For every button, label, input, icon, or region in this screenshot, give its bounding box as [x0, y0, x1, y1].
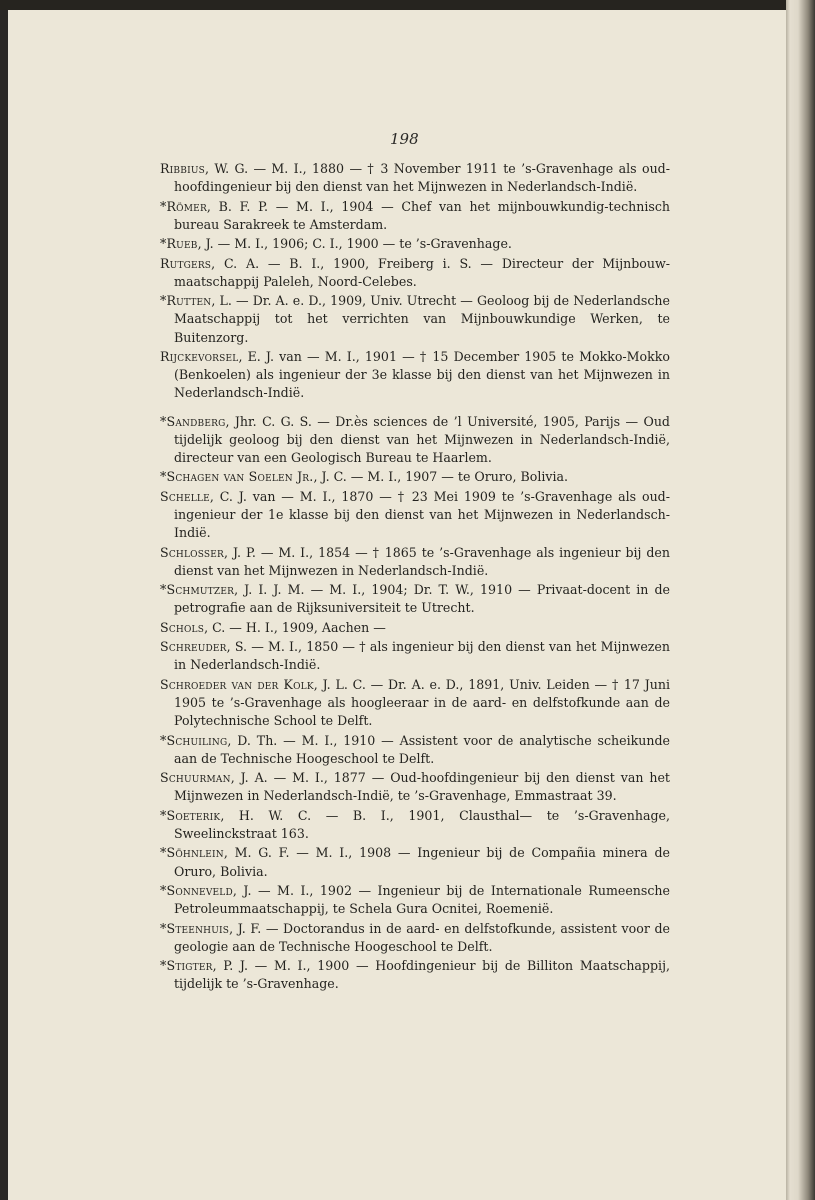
- entry-name: *Sonneveld: [160, 882, 233, 898]
- entry-rueb: [160, 235, 670, 253]
- entry-list: [160, 160, 670, 995]
- entry-text: , C. — H. I., 1909, Aachen —: [204, 619, 386, 635]
- entry-text: , J. F. — Doctorandus in de aard- en delfstofkunde, assistent voor de geologie aan de Technische Hoogeschool te Delft.: [174, 920, 670, 954]
- entry-sandberg: [160, 413, 670, 468]
- entry-ribbius: [160, 160, 670, 196]
- entry-name: Schlosser: [160, 544, 225, 560]
- entry-schreuder: [160, 638, 670, 674]
- entry-text: , M. G. F. — M. I., 1908 — Ingenieur bij de Compañia minera de Oruro, Bolivia.: [174, 845, 670, 879]
- entry-rijckevorsel: [160, 348, 670, 403]
- entry-text: , D. Th. — M. I., 1910 — Assistent voor de analytische scheikunde aan de Technische Hoogeschool te Delft.: [174, 732, 670, 766]
- entry-schlosser: [160, 544, 670, 580]
- entry-name: *Rutten: [160, 293, 212, 309]
- entry-text: , L. — Dr. A. e. D., 1909, Univ. Utrecht — Geoloog bij de Nederlandsche Maatschappij tot het verrichten van Mijnbouwkundige Werken, te Buitenzorg.: [174, 293, 670, 345]
- entry-soeterik: [160, 807, 670, 843]
- page-edge-strip: [786, 0, 815, 1200]
- entry-text: , J. C. — M. I., 1907 — te Oruro, Bolivia.: [313, 469, 569, 485]
- entry-text: , S. — M. I., 1850 — † als ingenieur bij den dienst van het Mijnwezen in Nederlandsch-Indië.: [174, 639, 670, 673]
- entry-romer: [160, 198, 670, 234]
- entry-sonneveld: [160, 882, 670, 918]
- entry-name: *Söhnlein: [160, 845, 224, 861]
- entry-text: , E. J. van — M. I., 1901 — † 15 December 1905 te Mokko-Mokko (Benkoelen) als ingenieur der 3e klasse bij den dienst van het Mijnwezen in Nederlandsch-Indië.: [174, 348, 670, 401]
- entry-name: *Rueb: [160, 236, 198, 252]
- entry-text: , J. — M. I., 1906; C. I., 1900 — te ’s-Gravenhage.: [197, 236, 512, 252]
- entry-text: , W. G. — M. I., 1880 — † 3 November 1911 te ’s-Gravenhage als oud-hoofdingenieur bij den dienst van het Mijnwezen in Nederlandsch-Indië.: [174, 161, 670, 195]
- entry-schuiling: [160, 732, 670, 768]
- entry-name: *Schagen van Soelen Jr.: [160, 469, 314, 485]
- entry-name: Schroeder van der Kolk: [160, 676, 314, 692]
- entry-rutten: [160, 292, 670, 347]
- entry-name: Schelle: [160, 488, 210, 504]
- entry-schols: [160, 619, 670, 637]
- entry-rutgers: [160, 255, 670, 291]
- entry-steenhuis: [160, 920, 670, 956]
- entry-text: , H. W. C. — B. I., 1901, Clausthal— te ’s-Gravenhage, Sweelinckstraat 163.: [174, 807, 670, 841]
- entry-schagen-van-soelen: [160, 468, 670, 486]
- entry-name: Ribbius: [160, 161, 205, 176]
- entry-schelle: [160, 488, 670, 543]
- entry-stigter: [160, 957, 670, 993]
- entry-text: , Jhr. C. G. S. — Dr.ès sciences de ’l Université, 1905, Parijs — Oud tijdelijk geoloog bij den dienst van het Mijnwezen in Nederlandsch-Indië, directeur van een Geologisch Bureau te Haarlem.: [174, 413, 670, 465]
- entry-text: , J. — M. I., 1902 — Ingenieur bij de Internationale Rumeensche Petroleummaatschappij, te Schela Gura Ocnitei, Roemenië.: [174, 882, 670, 917]
- entry-name: Rijckevorsel: [160, 348, 239, 364]
- entry-schroeder-van-der-kolk: [160, 676, 670, 731]
- entry-text: , J. P. — M. I., 1854 — † 1865 te ’s-Gravenhage als ingenieur bij den dienst van het Mijnwezen in Nederlandsch-Indië.: [174, 544, 670, 578]
- entry-name: *Schuiling: [160, 732, 228, 748]
- entry-schmutzer: [160, 581, 670, 617]
- entry-text: , B. F. P. — M. I., 1904 — Chef van het mijnbouwkundig-technisch bureau Sarakreek te Amsterdam.: [174, 198, 670, 232]
- scan-top-edge: [0, 0, 815, 10]
- page-number: 198: [390, 130, 419, 148]
- entry-name: Rutgers: [160, 255, 212, 271]
- entry-name: *Römer: [160, 198, 207, 214]
- entry-text: , C. A. — B. I., 1900, Freiberg i. S. — Directeur der Mijnbouw-maatschappij Paleleh, Noord-Celebes.: [174, 255, 670, 289]
- entry-name: Schreuder: [160, 639, 227, 655]
- entry-text: , J. A. — M. I., 1877 — Oud-hoofdingenieur bij den dienst van het Mijnwezen in Nederlandsch-Indië, te ’s-Gravenhage, Emmastraat 39.: [174, 770, 670, 804]
- entry-text: , J. I. J. M. — M. I., 1904; Dr. T. W., 1910 — Privaat-docent in de petrografie aan de Rijksuniversiteit te Utrecht.: [174, 582, 670, 616]
- entry-name: *Soeterik: [160, 807, 221, 823]
- entry-name: *Sandberg: [160, 413, 226, 429]
- entry-text: , C. J. van — M. I., 1870 — † 23 Mei 1909 te ’s-Gravenhage als oud-ingenieur der 1e klasse bij den dienst van het Mijnwezen in Nederlandsch-Indië.: [174, 488, 670, 541]
- entry-schuurman: [160, 769, 670, 805]
- entry-name: Schols: [160, 619, 205, 635]
- entry-name: *Stigter: [160, 958, 213, 974]
- entry-text: , P. J. — M. I., 1900 — Hoofdingenieur bij de Billiton Maatschappij, tijdelijk te ’s-Gravenhage.: [174, 958, 670, 992]
- entry-sohnlein: [160, 844, 670, 880]
- entry-text: , J. L. C. — Dr. A. e. D., 1891, Univ. Leiden — † 17 Juni 1905 te ’s-Gravenhage als hoogleeraar in de aard- en delfstofkunde aan de Polytechnische School te Delft.: [174, 676, 670, 729]
- entry-name: *Schmutzer: [160, 582, 235, 598]
- entry-name: Schuurman: [160, 770, 231, 786]
- entry-name: *Steenhuis: [160, 920, 230, 936]
